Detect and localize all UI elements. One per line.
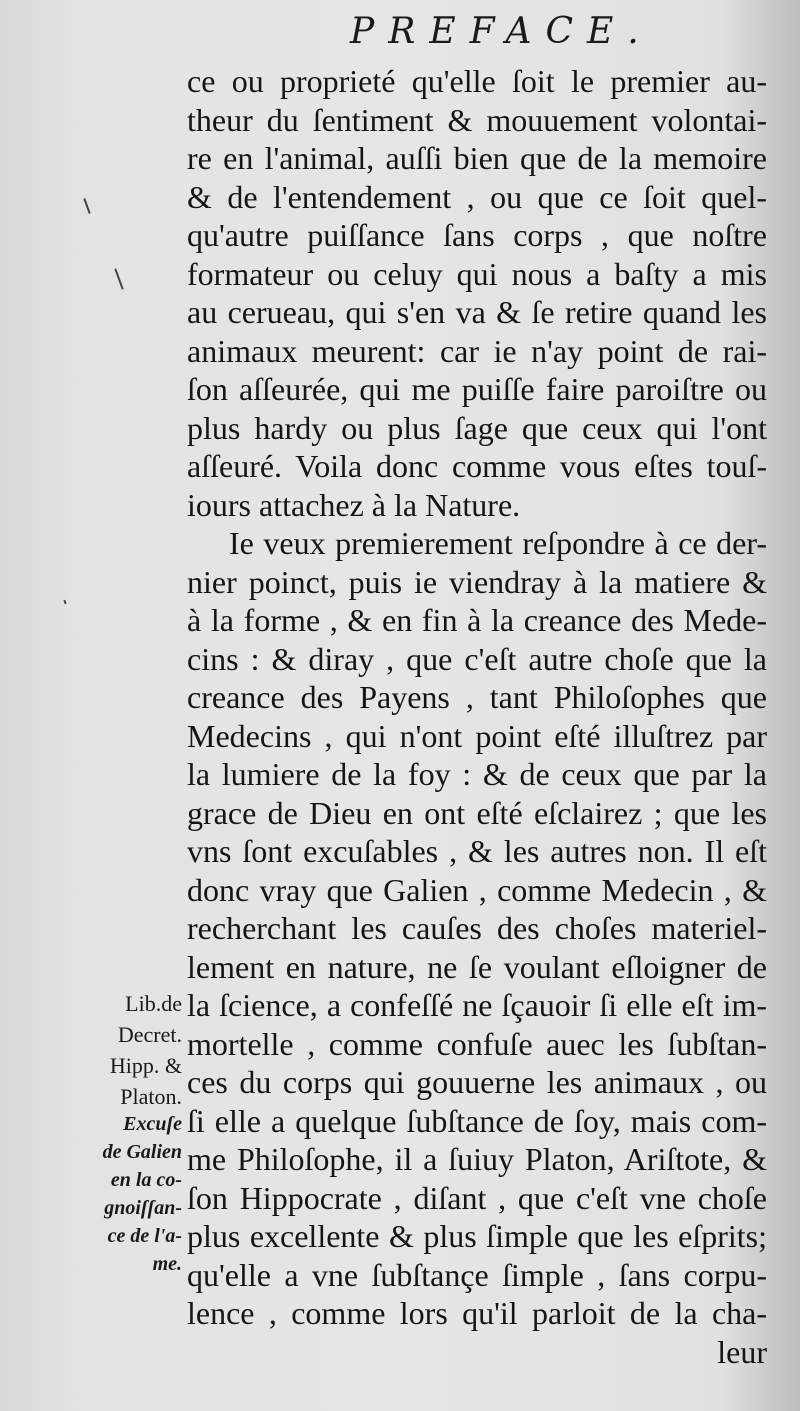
text-line: lence , comme lors qu'il parloit de la cha- [187, 1295, 767, 1331]
text-line: ce ou proprieté qu'elle ſoit le premier au- [187, 63, 767, 99]
margin-line: Platon. [120, 1084, 182, 1109]
text-line: donc vray que Galien , comme Medecin , & [187, 871, 767, 908]
catchword: leur [717, 1333, 767, 1370]
pen-mark [83, 198, 90, 214]
text-line: ſon aſſeurée, qui me puiſſe faire paroiſtre ou [187, 371, 767, 407]
pen-mark [63, 600, 66, 604]
text-line: Ie veux premierement reſpondre à ce der- [229, 525, 767, 561]
margin-line: Excuſe [123, 1113, 182, 1135]
text-line: re en l'animal, auſſi bien que de la memoire [187, 140, 767, 176]
pen-mark [114, 268, 123, 289]
text-line: ſon Hippocrate , diſant , que c'eſt vne choſe [187, 1179, 767, 1216]
text-line: creance des Payens , tant Philoſophes que [187, 679, 767, 715]
margin-line: me. [152, 1253, 182, 1275]
text-line: & de l'entendement , ou que ce ſoit quel- [187, 178, 767, 215]
text-line: vns ſont excuſables , & les autres non. Il eſt [187, 833, 767, 869]
text-line: plus excellente & plus ſimple que les eſprits; [187, 1218, 767, 1254]
text-line: cins : & diray , que c'eſt autre choſe que la [187, 640, 767, 677]
text-line: aſſeuré. Voila donc comme vous eſtes touſ- [187, 448, 767, 484]
text-line: Medecins , qui n'ont point eſté illuſtrez par [187, 717, 767, 754]
margin-note-reference [80, 988, 182, 1112]
text-line: qu'elle a vne ſubſtançe ſimple , ſans corpu- [187, 1256, 767, 1293]
margin-line: Hipp. & [109, 1053, 182, 1078]
body-text [187, 62, 767, 1371]
text-line: ces du corps qui gouuerne les animaux , ou [187, 1064, 767, 1100]
running-header: PREFACE. [350, 11, 653, 52]
margin-line: Lib.de [125, 991, 182, 1016]
text-line: nier poinct, puis ie viendray à la matiere & [187, 563, 767, 600]
text-line: la ſcience, a confeſſé ne ſçauoir ſi elle eſt im- [187, 987, 767, 1023]
text-line: animaux meurent: car ie n'ay point de rai- [187, 332, 767, 369]
text-line: recherchant les cauſes des choſes materiel- [187, 910, 767, 946]
text-line: theur du ſentiment & mouuement volontai- [187, 101, 767, 138]
text-line: à la forme , & en fin à la creance des Mede- [187, 602, 767, 638]
margin-line: gnoiſſan- [104, 1197, 182, 1219]
text-line: grace de Dieu en ont eſté eſclairez ; que les [187, 794, 767, 831]
text-line: formateur ou celuy qui nous a baſty a mis [187, 255, 767, 292]
margin-note-gloss [80, 1110, 182, 1278]
margin-line: ce de l'a- [107, 1225, 182, 1247]
text-line: me Philoſophe, il a ſuiuy Platon, Ariſtote, & [187, 1141, 767, 1177]
text-line: plus hardy ou plus ſage que ceux qui l'ont [187, 409, 767, 446]
margin-line: Decret. [117, 1022, 182, 1047]
text-line: au cerueau, qui s'en va & ſe retire quand les [187, 294, 767, 330]
text-line: iours attachez à la Nature. [187, 486, 521, 523]
text-line: ſi elle a quelque ſubſtance de ſoy, mais com- [187, 1102, 767, 1139]
margin-line: de Galien [102, 1141, 182, 1163]
text-line: mortelle , comme confuſe auec les ſubſtan- [187, 1025, 767, 1062]
text-line: la lumiere de la foy : & de ceux que par la [187, 756, 767, 792]
margin-line: en la co- [110, 1169, 182, 1191]
text-line: lement en nature, ne ſe voulant eſloigner de [187, 948, 767, 985]
text-line: qu'autre puiſſance ſans corps , que noſtre [187, 217, 767, 253]
